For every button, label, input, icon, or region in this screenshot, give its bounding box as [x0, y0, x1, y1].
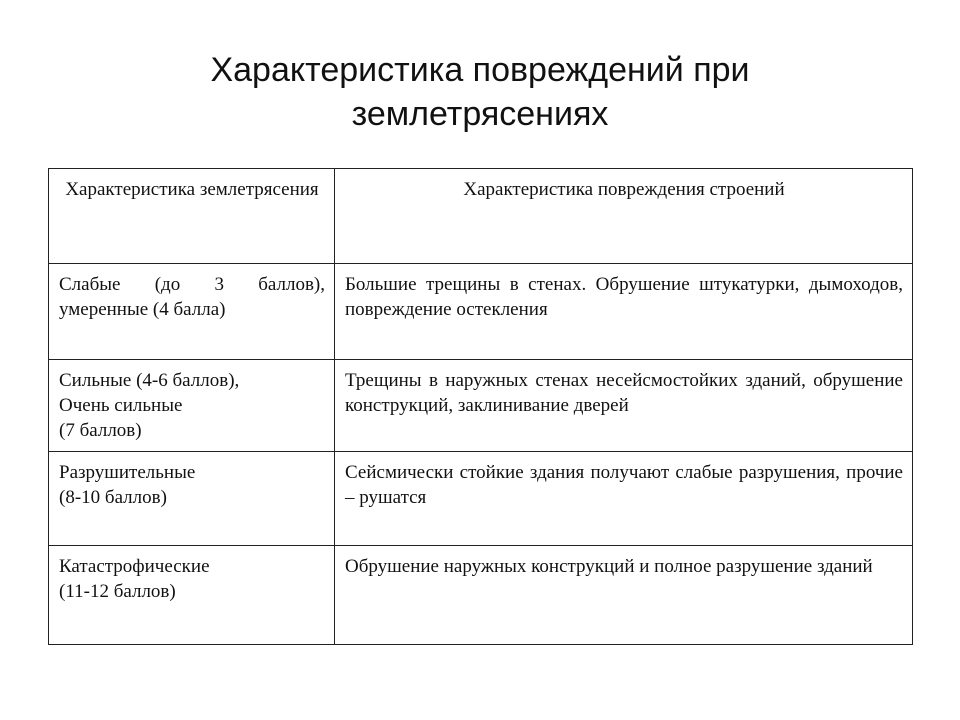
damage-table [48, 168, 913, 645]
table-row [49, 360, 913, 452]
header-earthquake-characteristic: Характеристика землетрясения [49, 169, 335, 264]
cell-line: (7 баллов) [59, 420, 142, 441]
page-title [0, 48, 960, 136]
table-row [49, 452, 913, 546]
cell-line: (8-10 баллов) [59, 487, 167, 508]
cell-line: Сильные (4-6 баллов), [59, 370, 240, 391]
header-damage-characteristic: Характеристика повреждения строений [335, 169, 913, 264]
table-row [49, 546, 913, 645]
cell-line: (11-12 баллов) [59, 581, 176, 602]
cell-line: Слабые (до 3 баллов), умеренные (4 балла) [59, 274, 325, 320]
cell-earthquake-destructive [49, 452, 335, 546]
table-row [49, 264, 913, 360]
cell-damage-weak: Большие трещины в стенах. Обрушение штукатурки, дымоходов, повреждение остекления [335, 264, 913, 360]
cell-line: Разрушительные [59, 462, 196, 483]
cell-damage-catastrophic: Обрушение наружных конструкций и полное разрушение зданий [335, 546, 913, 645]
table-header-row [49, 169, 913, 264]
cell-earthquake-weak [49, 264, 335, 360]
cell-damage-destructive: Сейсмически стойкие здания получают слабые разрушения, прочие – рушатся [335, 452, 913, 546]
cell-earthquake-catastrophic [49, 546, 335, 645]
cell-damage-strong: Трещины в наружных стенах несейсмостойких зданий, обрушение конструкций, заклинивание дверей [335, 360, 913, 452]
cell-line: Очень сильные [59, 395, 183, 416]
cell-earthquake-strong [49, 360, 335, 452]
cell-line: Катастрофические [59, 556, 210, 577]
page-title-line-2: землетрясениях [351, 95, 609, 133]
page-title-line-1: Характеристика повреждений при [210, 51, 750, 89]
